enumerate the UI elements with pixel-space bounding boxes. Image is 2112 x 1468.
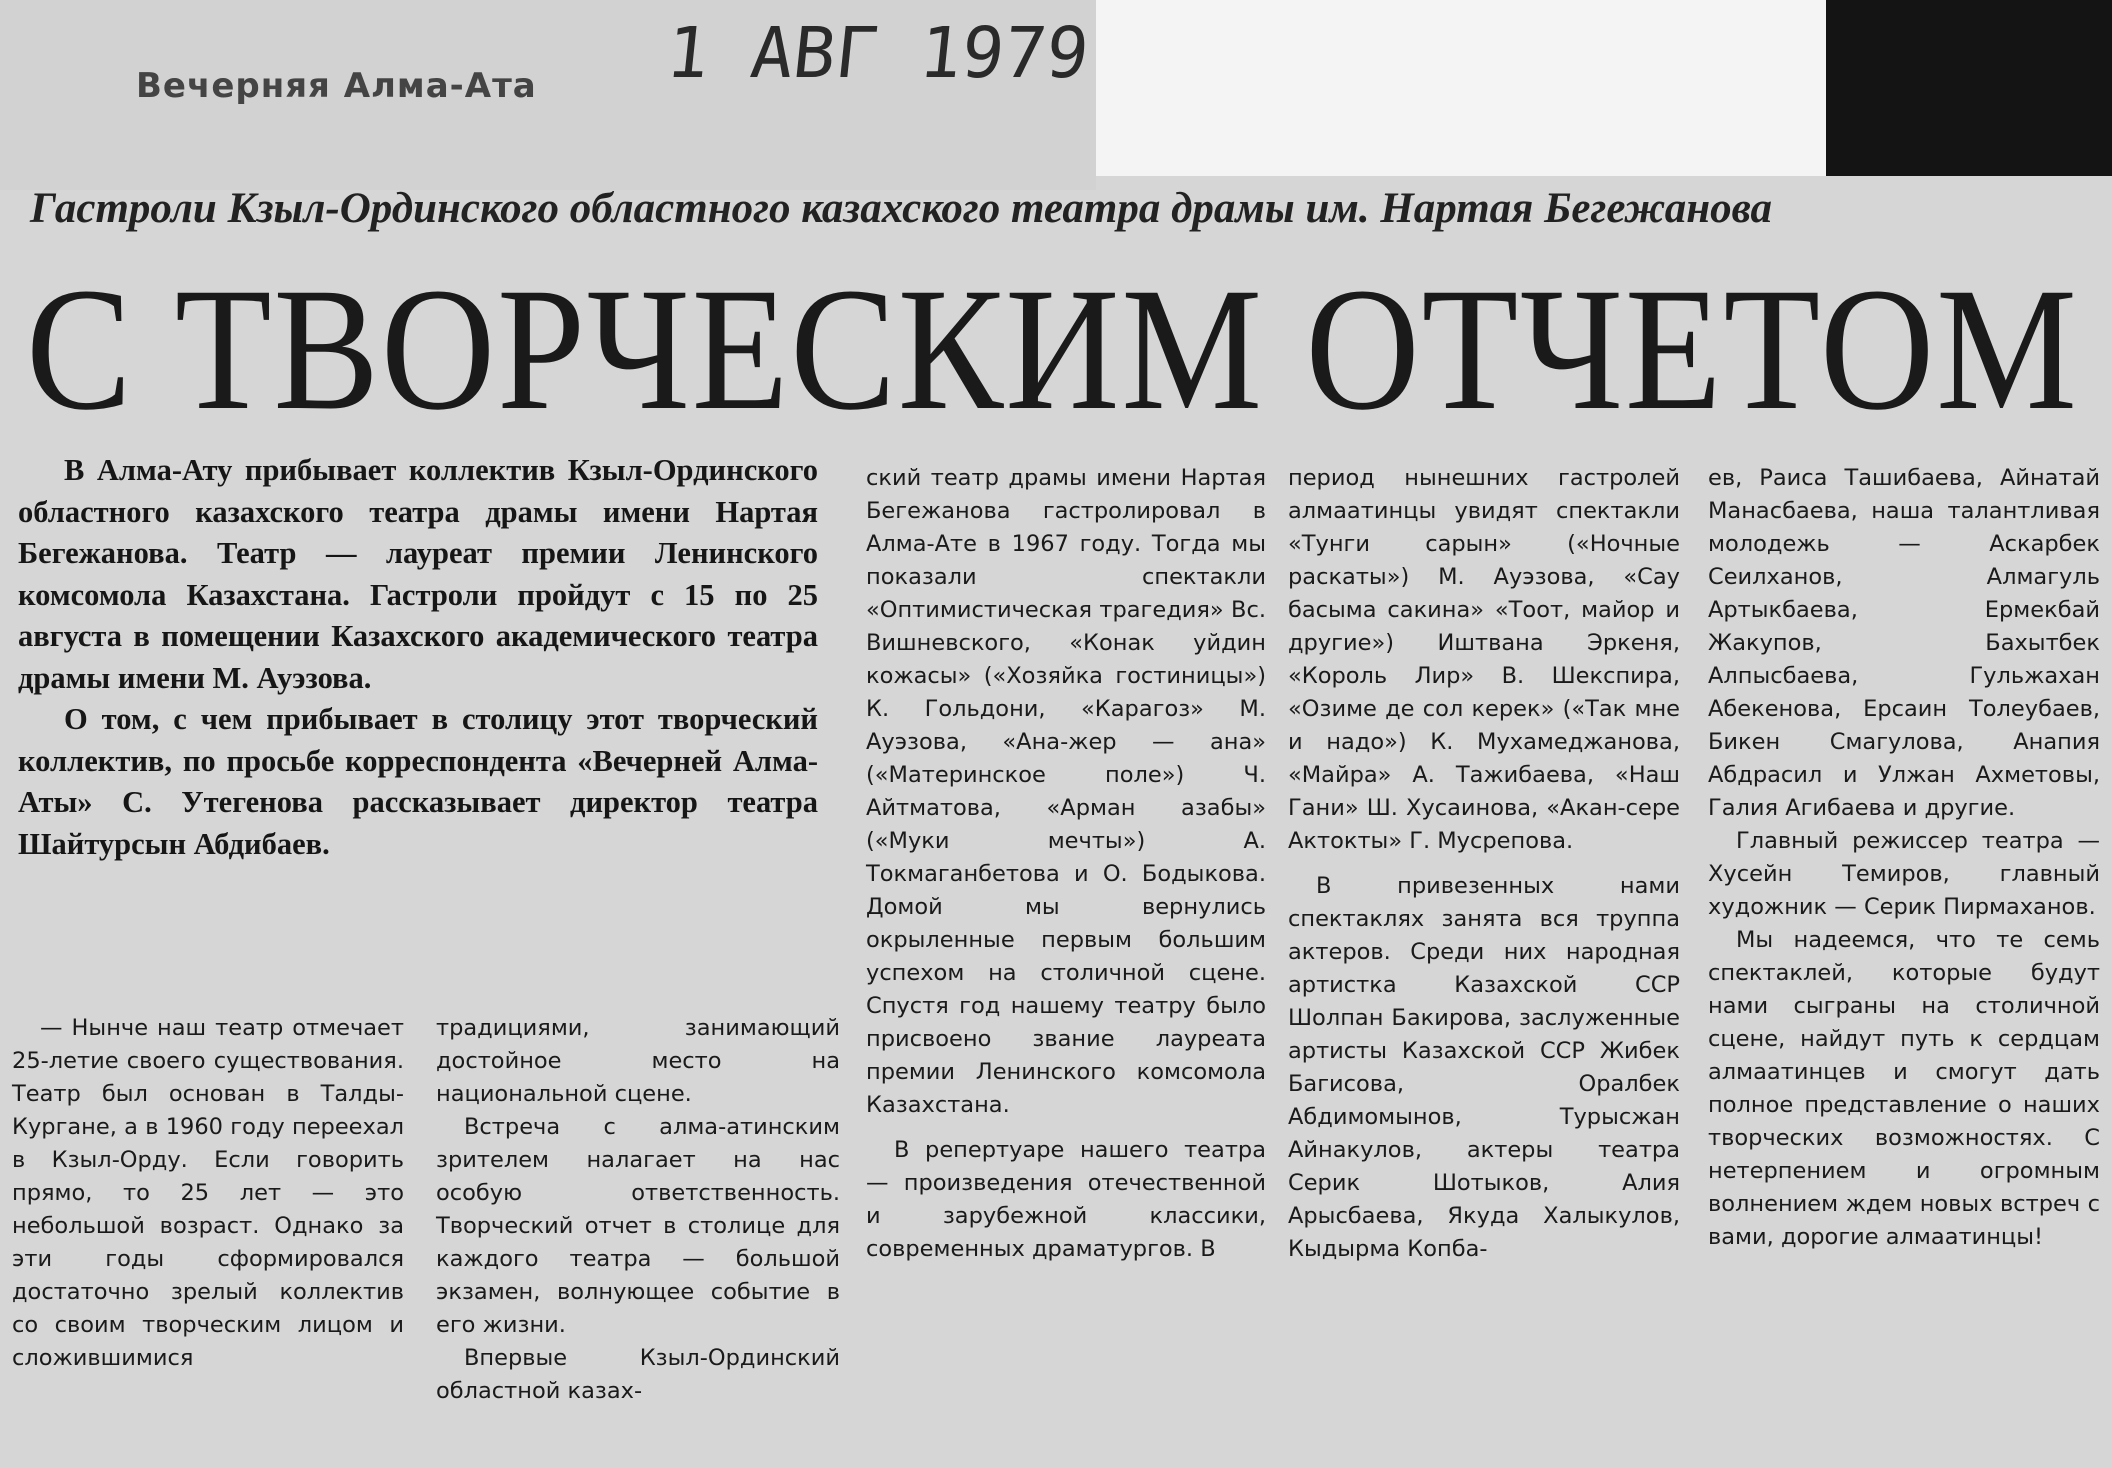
column-paragraph: Впервые Кзыл-Ординский областной казах-: [436, 1345, 840, 1404]
lead-paragraph: В Алма-Ату прибывает коллектив Кзыл-Ординского областного казахского театра драмы имени Нартая Бегежанова. Театр — лауреат премии Ленинского комсомола Казахстана. Гастроли пройдут с 15 по 25 августа в помещении Казахского академического театра драмы имени М. Ауэзова.: [18, 453, 818, 695]
text-column-2: [436, 1012, 840, 1452]
text-column-4: [1288, 462, 1680, 1457]
column-paragraph: В репертуаре нашего театра — произведения отечественной и зарубежной классики, современных драматургов. В: [866, 1137, 1266, 1262]
column-paragraph: В привезенных нами спектаклях занята вся труппа актеров. Среди них народная артистка Казахской ССР Шолпан Бакирова, заслуженные артисты Казахской ССР Жибек Багисова, Оралбек Абдимомынов, Турысжан Айнакулов, актеры театра Серик Шотыков, Алия Арысбаева, Якуда Халыкулов, Кыдырма Копба-: [1288, 873, 1680, 1262]
column-paragraph: Встреча с алма-атинским зрителем налагает на нас особую ответственность. Творческий отчет в столице для каждого театра — большой экзамен, волнующее событие в его жизни.: [436, 1114, 840, 1338]
newspaper-masthead: Вечерняя Алма-Ата: [136, 66, 537, 106]
article-headline: С ТВОРЧЕСКИМ ОТЧЕТОМ: [26, 252, 2079, 447]
column-paragraph: традициями, занимающий достойное место на национальной сцене.: [436, 1015, 840, 1107]
column-paragraph: Мы надеемся, что те семь спектаклей, которые будут нами сыграны на столичной сцене, найдут путь к сердцам алмаатинцев и смогут дать полное представление о наших творческих возможностях. С нетерпением и огромным волнением ждем новых встреч с вами, дорогие алмаатинцы!: [1708, 927, 2100, 1250]
text-column-3: [866, 462, 1266, 1457]
date-stamp: 1 АВГ 1979: [662, 12, 1093, 94]
text-column-1: [12, 1012, 404, 1452]
article-lead: [18, 450, 818, 990]
column-paragraph: Главный режиссер театра — Хусейн Темиров, главный художник — Серик Пирмаханов.: [1708, 828, 2100, 920]
lead-paragraph: О том, с чем прибывает в столицу этот творческий коллектив, по просьбе корреспондента «Вечерней Алма-Аты» С. Утегенова рассказывает директор театра Шайтурсын Абдибаев.: [18, 702, 818, 861]
article-kicker: Гастроли Кзыл-Ординского областного казахского театра драмы им. Нартая Бегежанова: [30, 185, 1773, 232]
column-paragraph: ев, Раиса Ташибаева, Айнатай Манасбаева, наша талантливая молодежь — Аскарбек Сеилханов, Алмагуль Артыкбаева, Ермекбай Жакупов, Бахытбек Алпысбаева, Гульжахан Абекенова, Ерсаин Толеубаев, Бикен Смагулова, Анапия Абдрасил и Улжан Ахметовы, Галия Агибаева и другие.: [1708, 465, 2100, 821]
background-gap: [1096, 0, 1826, 176]
background-corner: [1826, 0, 2112, 176]
column-paragraph: период нынешних гастролей алмаатинцы увидят спектакли «Тунги сарын» («Ночные раскаты») М. Ауэзова, «Сау басыма сакина» «Тоот, майор и другие») Иштвана Эркеня, «Король Лир» В. Шекспира, «Озиме де сол керек» («Так мне и надо») К. Мухамеджанова, «Майра» А. Тажибаева, «Наш Гани» Ш. Хусаинова, «Акан-сере Актокты» Г. Мусрепова.: [1288, 465, 1680, 854]
column-paragraph: ский театр драмы имени Нартая Бегежанова гастролировал в Алма-Ате в 1967 году. Тогда мы показали спектакли «Оптимистическая трагедия» Вс. Вишневского, «Конак уйдин кожасы» («Хозяйка гостиницы») К. Гольдони, «Карагоз» М. Ауэзова, «Ана-жер — ана» («Материнское поле») Ч. Айтматова, «Арман азабы» («Муки мечты») А. Токмаганбетова и О. Бодыкова. Домой мы вернулись окрыленные первым большим успехом на столичной сцене. Спустя год нашему театру было присвоено звание лауреата премии Ленинского комсомола Казахстана.: [866, 465, 1266, 1118]
column-paragraph: — Нынче наш театр отмечает 25-летие своего существования. Театр был основан в Талды-Кургане, а в 1960 году переехал в Кзыл-Орду. Если говорить прямо, то 25 лет — это небольшой возраст. Однако за эти годы сформировался достаточно зрелый коллектив со своим творческим лицом и сложившимися: [12, 1015, 404, 1371]
text-column-5: [1708, 462, 2100, 1457]
